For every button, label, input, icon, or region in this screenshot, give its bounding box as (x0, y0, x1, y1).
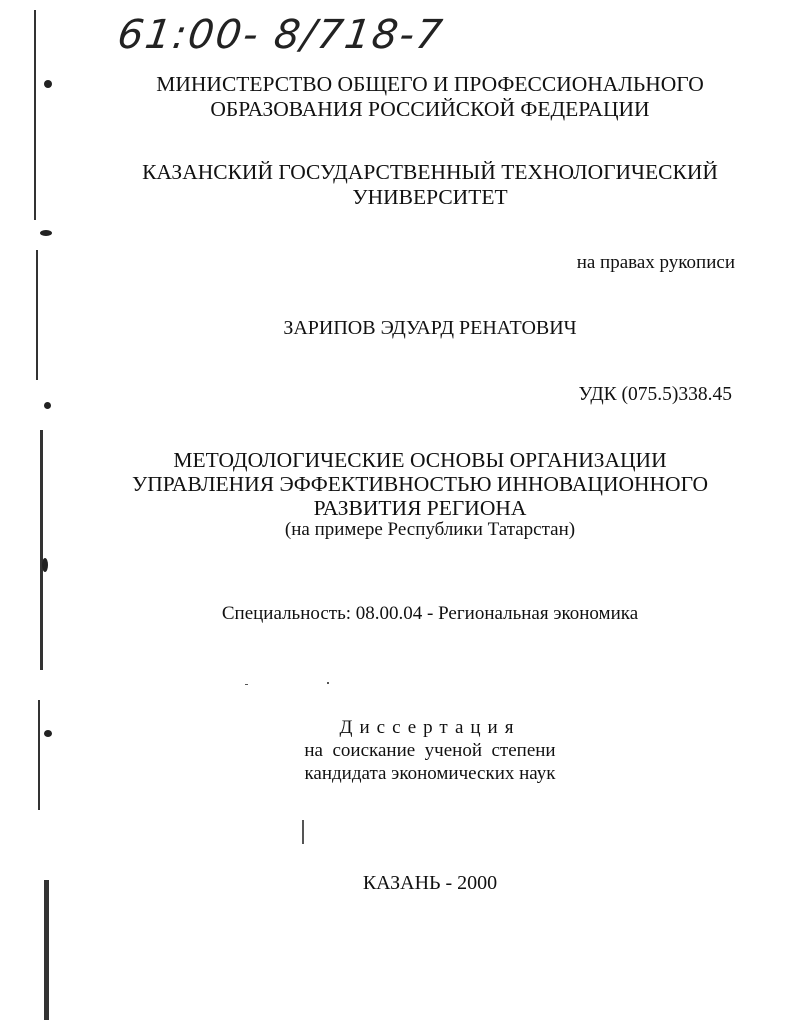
university-line-2: УНИВЕРСИТЕТ (352, 185, 508, 209)
stray-mark (302, 820, 304, 844)
handwritten-archive-code: 61:00- 8/718-7 (114, 12, 447, 58)
author-name: ЗАРИПОВ ЭДУАРД РЕНАТОВИЧ (283, 317, 577, 339)
punch-hole-mark (40, 230, 52, 236)
stray-dot (327, 682, 329, 684)
punch-hole-mark (42, 558, 48, 572)
dissertation-degree-block (40, 716, 798, 785)
udk-code: УДК (075.5)338.45 (578, 384, 732, 405)
dissertation-subtitle: (на примере Республики Татарстан) (284, 519, 576, 540)
university-heading (40, 160, 798, 210)
scan-margin-line (44, 880, 49, 1020)
scan-margin-line (34, 10, 36, 220)
dissertation-title (30, 448, 798, 520)
city-year: КАЗАНЬ - 2000 (362, 872, 498, 894)
degree-line-2: кандидата экономических наук (304, 763, 556, 784)
university-line-1: КАЗАНСКИЙ ГОСУДАРСТВЕННЫЙ ТЕХНОЛОГИЧЕСКИЙ (142, 160, 718, 184)
ministry-heading (40, 72, 798, 122)
punch-hole-mark (44, 402, 51, 409)
scan-margin-line (36, 250, 38, 380)
title-line-2: УПРАВЛЕНИЯ ЭФФЕКТИВНОСТЬЮ ИННОВАЦИОННОГО (131, 472, 709, 496)
title-line-1: МЕТОДОЛОГИЧЕСКИЕ ОСНОВЫ ОРГАНИЗАЦИИ (173, 448, 667, 472)
ministry-line-2: ОБРАЗОВАНИЯ РОССИЙСКОЙ ФЕДЕРАЦИИ (210, 97, 650, 121)
stray-dot (245, 684, 248, 685)
ministry-line-1: МИНИСТЕРСТВО ОБЩЕГО И ПРОФЕССИОНАЛЬНОГО (156, 72, 704, 96)
title-line-3: РАЗВИТИЯ РЕГИОНА (313, 496, 527, 520)
degree-line-1: на соискание ученой степени (304, 740, 556, 761)
dissertation-heading: Диссертация (339, 717, 521, 738)
specialty-line: Специальность: 08.00.04 - Региональная экономика (221, 603, 639, 624)
manuscript-rights-note: на правах рукописи (576, 252, 735, 273)
